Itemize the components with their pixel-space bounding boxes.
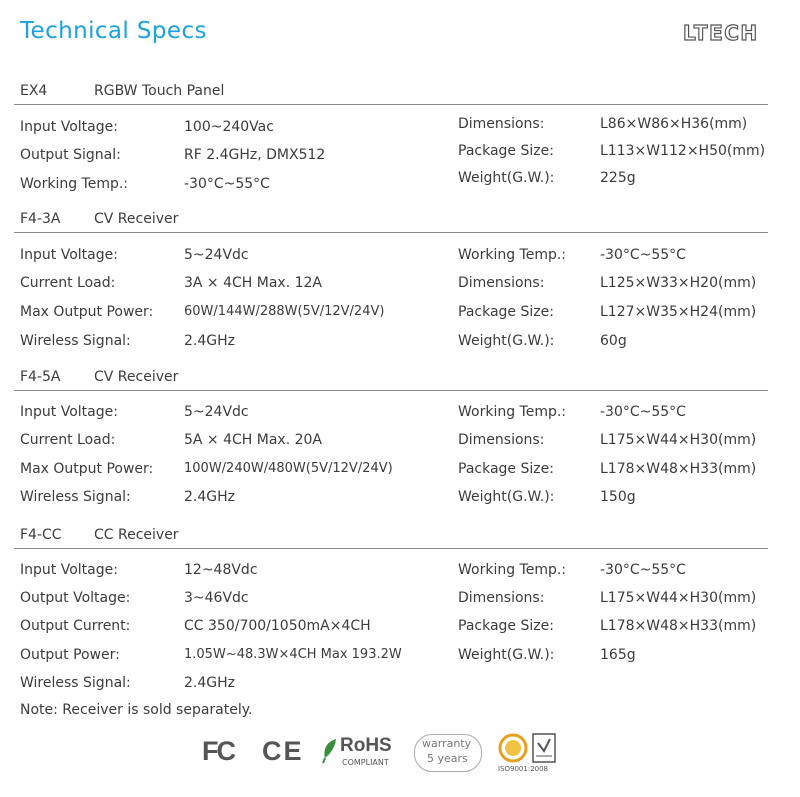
spec-value: 5A × 4CH Max. 20A xyxy=(184,432,323,448)
warranty-top-text: warranty xyxy=(422,737,472,750)
spec-value: 2.4GHz xyxy=(184,333,235,349)
iso-text: ISO9001:2008 xyxy=(498,765,549,773)
section-divider xyxy=(14,232,768,233)
spec-label: Wireless Signal: xyxy=(20,333,131,349)
spec-value: 100~240Vac xyxy=(184,119,274,135)
spec-value: 60g xyxy=(600,333,627,349)
spec-value: 1.05W~48.3W×4CH Max 193.2W xyxy=(184,647,402,662)
spec-label: Output Current: xyxy=(20,618,131,634)
spec-label: Current Load: xyxy=(20,275,116,291)
spec-value: L178×W48×H33(mm) xyxy=(600,461,757,477)
section-divider xyxy=(14,390,768,391)
spec-value: 5~24Vdc xyxy=(184,247,249,263)
sgs-icon xyxy=(498,733,528,767)
rohs-logo: RoHS xyxy=(340,735,392,756)
spec-value: 100W/240W/480W(5V/12V/24V) xyxy=(184,461,393,476)
model-name: CV Receiver xyxy=(94,369,179,385)
fc-logo: FC xyxy=(202,736,234,766)
spec-label: Package Size: xyxy=(458,461,554,477)
rohs-compliant-text: COMPLIANT xyxy=(342,758,389,767)
spec-label: Input Voltage: xyxy=(20,562,118,578)
spec-value: 3A × 4CH Max. 12A xyxy=(184,275,323,291)
model-code: EX4 xyxy=(20,83,48,99)
section-divider xyxy=(14,104,768,105)
spec-value: 3~46Vdc xyxy=(184,590,249,606)
spec-label: Working Temp.: xyxy=(458,247,567,263)
spec-value: L113×W112×H50(mm) xyxy=(600,143,766,159)
section-divider xyxy=(14,548,768,549)
spec-value: L175×W44×H30(mm) xyxy=(600,590,757,606)
spec-value: 2.4GHz xyxy=(184,489,235,505)
spec-value: 225g xyxy=(600,170,636,186)
spec-value: -30°C~55°C xyxy=(184,176,270,192)
section-header xyxy=(0,83,800,103)
spec-value: 60W/144W/288W(5V/12V/24V) xyxy=(184,304,385,319)
warranty-years-text: 5 years xyxy=(427,752,468,765)
spec-label: Weight(G.W.): xyxy=(458,170,555,186)
model-name: CC Receiver xyxy=(94,527,179,543)
spec-label: Output Voltage: xyxy=(20,590,131,606)
spec-label: Input Voltage: xyxy=(20,247,118,263)
spec-value: CC 350/700/1050mA×4CH xyxy=(184,618,371,634)
spec-value: -30°C~55°C xyxy=(600,404,686,420)
model-name: CV Receiver xyxy=(94,211,179,227)
ukas-icon xyxy=(532,733,556,767)
spec-value: -30°C~55°C xyxy=(600,562,686,578)
spec-label: Wireless Signal: xyxy=(20,489,131,505)
spec-value: 12~48Vdc xyxy=(184,562,258,578)
spec-label: Working Temp.: xyxy=(458,404,567,420)
spec-label: Working Temp.: xyxy=(458,562,567,578)
spec-label: Weight(G.W.): xyxy=(458,489,555,505)
section-header xyxy=(0,211,800,231)
model-name: RGBW Touch Panel xyxy=(94,83,225,99)
spec-label: Input Voltage: xyxy=(20,404,118,420)
spec-label: Dimensions: xyxy=(458,275,545,291)
ce-logo: CE xyxy=(262,736,304,766)
spec-value: 150g xyxy=(600,489,636,505)
spec-label: Max Output Power: xyxy=(20,304,154,320)
spec-label: Dimensions: xyxy=(458,590,545,606)
spec-label: Weight(G.W.): xyxy=(458,647,555,663)
spec-value: 5~24Vdc xyxy=(184,404,249,420)
spec-label: Current Load: xyxy=(20,432,116,448)
model-code: F4-CC xyxy=(20,527,62,543)
spec-label: Working Temp.: xyxy=(20,176,129,192)
spec-label: Package Size: xyxy=(458,618,554,634)
spec-value: 165g xyxy=(600,647,636,663)
spec-value: RF 2.4GHz, DMX512 xyxy=(184,147,326,163)
spec-value: L86×W86×H36(mm) xyxy=(600,116,748,132)
section-header xyxy=(0,369,800,389)
spec-label: Weight(G.W.): xyxy=(458,333,555,349)
spec-label: Package Size: xyxy=(458,143,554,159)
certification-logos xyxy=(196,732,566,776)
section-header xyxy=(0,527,800,547)
spec-value: L125×W33×H20(mm) xyxy=(600,275,757,291)
spec-label: Output Signal: xyxy=(20,147,121,163)
model-code: F4-3A xyxy=(20,211,61,227)
spec-value: L178×W48×H33(mm) xyxy=(600,618,757,634)
spec-label: Dimensions: xyxy=(458,432,545,448)
spec-label: Package Size: xyxy=(458,304,554,320)
spec-value: 2.4GHz xyxy=(184,675,235,691)
spec-value: L175×W44×H30(mm) xyxy=(600,432,757,448)
footnote: Note: Receiver is sold separately. xyxy=(20,702,253,718)
spec-label: Max Output Power: xyxy=(20,461,154,477)
spec-label: Output Power: xyxy=(20,647,120,663)
model-code: F4-5A xyxy=(20,369,61,385)
spec-value: -30°C~55°C xyxy=(600,247,686,263)
rohs-leaf-icon xyxy=(322,738,338,768)
spec-label: Wireless Signal: xyxy=(20,675,131,691)
page-title: Technical Specs xyxy=(20,18,207,44)
spec-value: L127×W35×H24(mm) xyxy=(600,304,757,320)
spec-label: Input Voltage: xyxy=(20,119,118,135)
spec-label: Dimensions: xyxy=(458,116,545,132)
brand-logo: LTECH xyxy=(683,21,759,45)
